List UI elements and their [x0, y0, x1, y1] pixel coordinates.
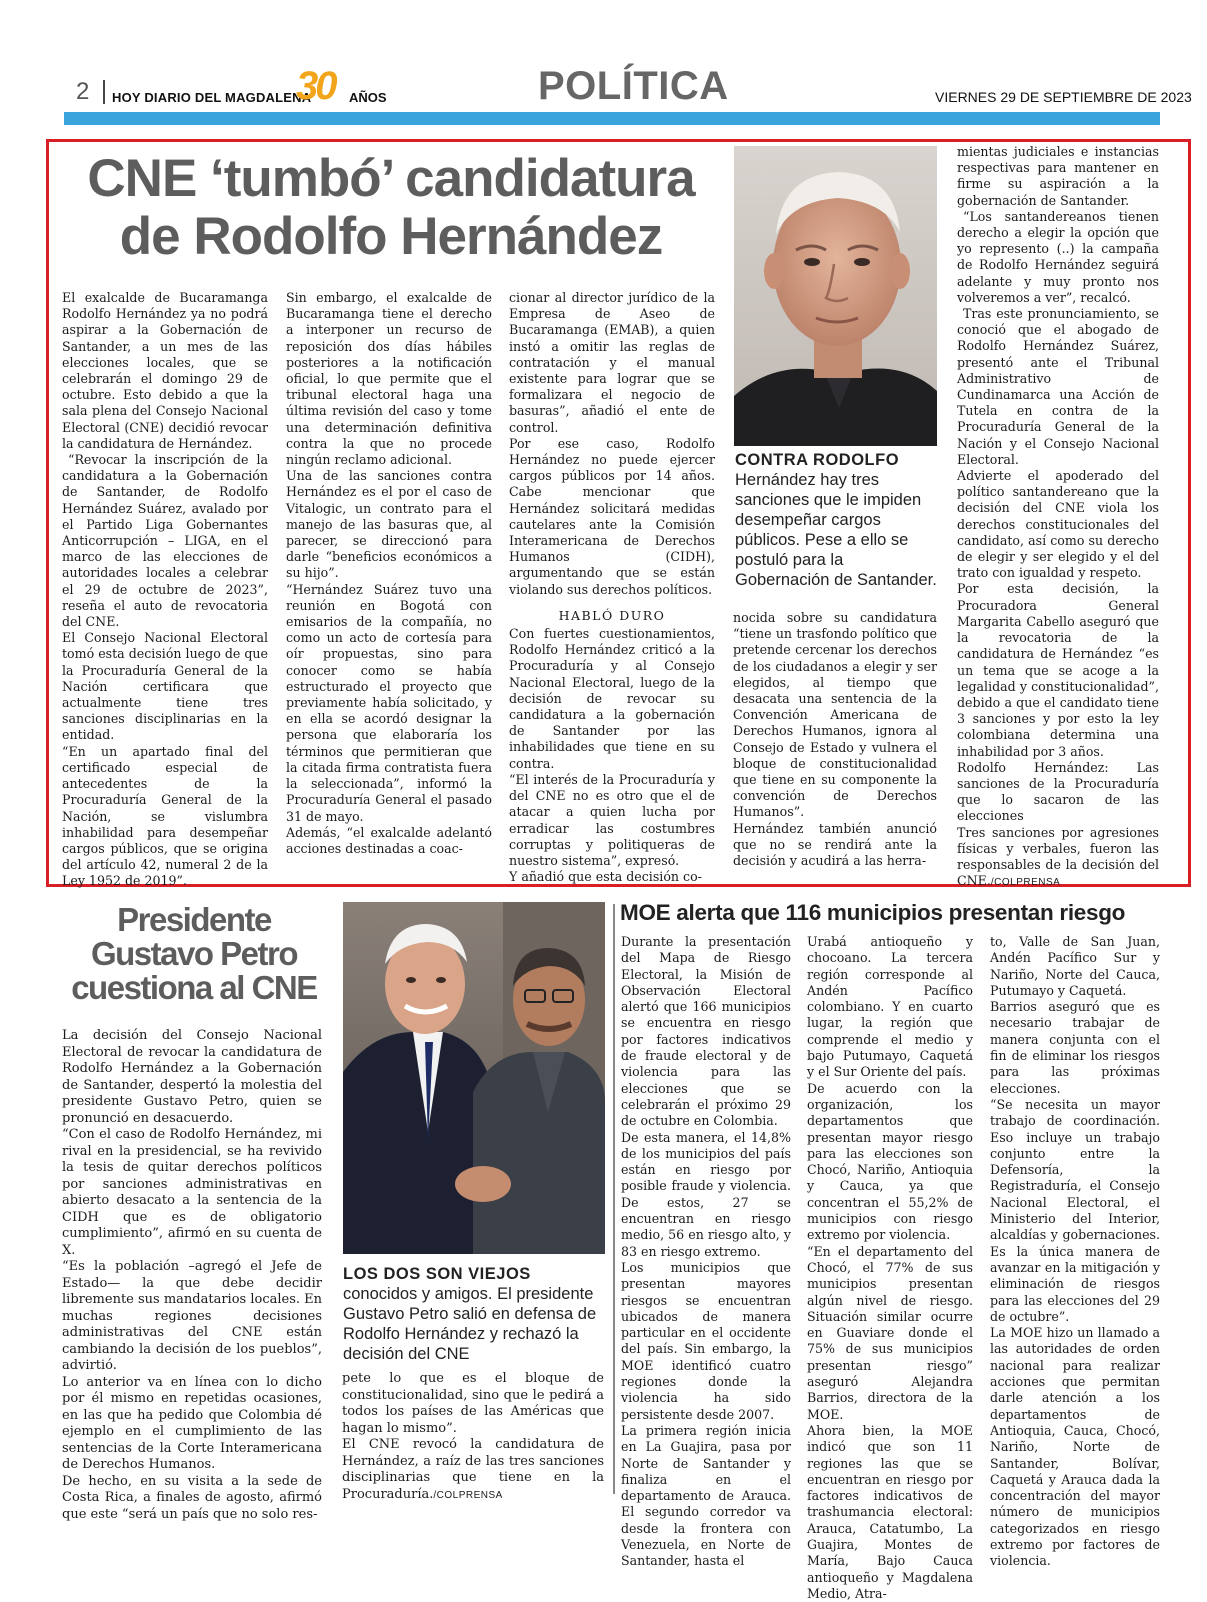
article1-column-3 [509, 290, 715, 885]
paragraph: Durante la presentación del Mapa de Riesgo Electoral, la Misión de Observación Electoral alertó que 166 municipios se encuentra en riesgo por factores indicativos de fraude electoral y de violencia para las elecciones que se celebrarán el próximo 29 de octubre en Colombia. [621, 934, 791, 1129]
paragraph: Con fuertes cuestionamientos, Rodolfo Hernández criticó a la Procuraduría y al Consejo Nacional Electoral, luego de la decisión de revocar su candidatura a la gobernación de Santander por las inhabilidades que tiene en su contra. [509, 626, 715, 771]
newspaper-name: HOY DIARIO DEL MAGDALENA [112, 90, 312, 105]
section-title: POLÍTICA [538, 64, 729, 108]
paragraph: Advierte el apoderado del político santandereano que la decisión del CNE viola los derechos constitucionales del candidato, así como su derecho de elegir y ser elegido y el del trato con igualdad y respeto. [957, 468, 1159, 581]
paragraph: El exalcalde de Bucaramanga Rodolfo Hernández ya no podrá aspirar a la Gobernación de Santander, a un mes de las elecciones locales, que se celebrarán el domingo 29 de octubre. Esto debido a que la sala plena del Consejo Nacional Electoral (CNE) decidió revocar la candidatura de Hernández. [62, 290, 268, 451]
paragraph: Ahora bien, la MOE indicó que son 11 regiones las que se encuentran en riesgo por factores indicativos de trashumancia electoral: Arauca, Catatumbo, La Guajira, Montes de María, Bajo Cauca antioqueño y Magdalena Medio, Atra- [807, 1422, 973, 1601]
paragraph: Y añadió que esta decisión co- [509, 869, 702, 885]
article3-column-3 [990, 934, 1160, 1570]
article2-credit: /COLPRENSA [433, 1489, 503, 1501]
article2-headline [60, 903, 328, 1005]
page-number: 2 [76, 78, 90, 105]
article2-headline-line2: Gustavo Petro [90, 935, 298, 972]
paragraph: Sin embargo, el exalcalde de Bucaramanga tiene el derecho a interponer un recurso de reposición dos días hábiles posteriores a la notificación oficial, lo que permite que el tribunal electoral haga una última revisión del caso y tome una determinación definitiva contra la que no procede ningún reclamo adicional. [286, 290, 492, 468]
paragraph: La decisión del Consejo Nacional Electoral de revocar la candidatura de Rodolfo Hernández a la Gobernación de Santander, despertó la molestia del presidente Gustavo Petro, quien se pronunció en desacuerdo. [62, 1028, 322, 1126]
article1-column-2 [286, 290, 492, 857]
paragraph: Por esta decisión, la Procuradora General Margarita Cabello aseguró que la revocatoria de la candidatura de Hernández “es un tema que se acoge a la legalidad y constitucionalidad”, debido a que el candidato tiene 3 sanciones y por esto la ley colombiana determina una inhabilidad por 3 años. [957, 581, 1159, 759]
column-divider [613, 904, 615, 1494]
paragraph [342, 1437, 604, 1504]
paragraph: “Es la población –agregó el Jefe de Estado— la que debe decidir libremente sus mandatarios locales. En muchas regiones decisiones administrativas del CNE están cambiando la decisión de los pueblos”, advirtió. [62, 1259, 322, 1373]
article2-headline-line3: cuestiona al CNE [71, 969, 317, 1006]
portrait-illustration [734, 146, 937, 446]
paragraph: “Se necesita un mayor trabajo de coordinación. Eso incluye un trabajo conjunto entre la Defensoría, la Registraduría, el Consejo Nacional Electoral, el Ministerio del Interior, alcaldías y gobernaciones. Es la única manera de avanzar en la mitigación y eliminación de riesgos para las elecciones del 29 de octubre”. [990, 1096, 1160, 1324]
article3-headline: MOE alerta que 116 municipios presentan riesgo [620, 900, 1126, 925]
subheading: HABLÓ DURO [558, 607, 666, 623]
header-rule [64, 112, 1160, 125]
paragraph: “En un apartado final del certificado especial de antecedentes de la Procuraduría General de la Nación, se vislumbra inhabilidad para desempeñar cargos públicos, que se origina del artículo 42, numeral 2 de la Ley 1952 de 2019”. [62, 743, 268, 889]
paragraph: “Revocar la inscripción de la candidatura a la Gobernación de Santander, de Rodolfo Hernández Suárez, avalado por el Partido Liga Gobernantes Anticorrupción – LIGA, en el marco de las elecciones de autoridades locales a celebrar el 29 de octubre de 2023”, reseña el auto de revocatoria del CNE. [62, 452, 268, 630]
article1-headline-line2: de Rodolfo Hernández [119, 207, 663, 266]
article2-column-1 [62, 1028, 322, 1523]
paragraph: “El interés de la Procuraduría y del CNE no es otro que el de atacar a quien lucha por erradicar las costumbres corruptas y politiqueras de nuestro sistema”, expresó. [509, 771, 715, 868]
paragraph: Tras este pronunciamiento, se conoció que el abogado de Rodolfo Hernández Suárez, presentó ante el Tribunal Administrativo de Cundinamarca una Acción de Tutela en contra de la Procuraduría General de la Nación y el Consejo Nacional Electoral. [957, 306, 1159, 467]
paragraph: La primera región inicia en La Guajira, pasa por Norte de Santander y finaliza en el departamento de Arauca. El segundo corredor va desde la frontera con Venezuela, en Norte de Santander, hasta el [621, 1422, 791, 1569]
caption-lead: LOS DOS SON VIEJOS [343, 1265, 531, 1283]
caption-text: conocidos y amigos. El presidente Gustavo Petro salió en defensa de Rodolfo Hernández y rechazó la decisión del CNE [343, 1285, 597, 1363]
paragraph: Lo anterior va en línea con lo dicho por él mismo en repetidas ocasiones, en las que ha pedido que Colombia dé ejemplo en el cumplimiento de las sentencias de la Corte Interamericana de Derechos Humanos. [62, 1374, 322, 1472]
issue-date: VIERNES 29 DE SEPTIEMBRE DE 2023 [935, 89, 1192, 105]
paragraph-text: Tres sanciones por agresiones físicas y verbales, fueron las responsables de la decisión del CNE. [957, 824, 1159, 889]
article1-headline-line1: CNE ‘tumbó’ candidatura [87, 149, 695, 208]
article1-credit: /COLPRENSA [990, 877, 1061, 889]
anniversary-word: AÑOS [349, 90, 387, 105]
rodolfo-photo-caption [735, 450, 937, 590]
paragraph: to, Valle de San Juan, Andén Pacífico Sur y Nariño, Norte del Cauca, Putumayo y Caquetá. [990, 934, 1160, 998]
paragraph: Urabá antioqueño y chocoano. La tercera región corresponde al Andén Pacífico colombiano. Y en cuarto lugar, la región que comprende el medio y bajo Putumayo, Caquetá y el Sur Oriente del país. [807, 934, 973, 1080]
article2-column-2 [342, 1371, 604, 1504]
paragraph: Barrios aseguró que es necesario trabajar de manera conjunta con el fin de eliminar los riesgos para las próximas elecciones. [990, 999, 1160, 1096]
paragraph: “Con el caso de Rodolfo Hernández, mi rival en la presidencial, se ha revivido la tesis de quitar derechos políticos por sanciones administrativas en abierto desacato a la sentencia de la CIDH que es de obligatorio cumplimiento”, afirmó en su cuenta de X. [62, 1127, 322, 1258]
hernandez-petro-photo [343, 902, 605, 1254]
paragraph: “En el departamento del Chocó, el 77% de sus municipios presentan algún nivel de riesgo. Situación similar ocurre en Guaviare donde el 75% de sus municipios presentan riesgo” aseguró Alejandra Barrios, directora de la MOE. [807, 1243, 973, 1422]
paragraph: Una de las sanciones contra Hernández es el por el caso de Vitalogic, un contrato para el manejo de las basuras que, al parecer, se direccionó para darle “beneficios económicos a su hijo”. [286, 468, 492, 581]
paragraph: pete lo que es el bloque de constitucionalidad, sino que le pedirá a todos los países de las Américas que hagan lo mismo”. [342, 1371, 604, 1436]
paragraph: De hecho, en su visita a la sede de Costa Rica, a finales de agosto, afirmó que este “será un país que no solo res- [62, 1473, 322, 1522]
paragraph: De esta manera, el 14,8% de los municipios del país están en riesgo por posible fraude y violencia. De estos, 27 se encuentran en riesgo medio, 56 en riesgo alto, y 83 en riesgo extremo. [621, 1129, 791, 1259]
paragraph: Además, “el exalcalde adelantó acciones destinadas a coac- [286, 824, 492, 856]
article1-column-4 [733, 610, 937, 869]
handshake-photo-caption [343, 1264, 605, 1364]
paragraph: Los municipios que presentan mayores riesgos se encuentran ubicados de manera particular en el occidente del país. Sin embargo, la MOE identificó cuatro regiones donde la violencia ha sido persistente desde 2007. [621, 1259, 791, 1422]
caption-text: Hernández hay tres sanciones que le impiden desempeñar cargos públicos. Pese a ello se postuló para la Gobernación de Santander. [735, 471, 937, 589]
paragraph: “Hernández Suárez tuvo una reunión en Bogotá con emisarios de la compañía, no como un acto de cortesía para oír propuestas, sino para conocer como se había estructurado el proyecto que previamente había solicitado, y en ella se acordó designar la persona que elaboraría los términos que permitieran que la citada firma contratista fuera la seleccionada”, informó la Procuraduría General el pasado 31 de mayo. [286, 581, 492, 824]
paragraph: mientas judiciales e instancias respectivas para mantener en firme su aspiración a la gobernación de Santander. [957, 144, 1159, 208]
paragraph [957, 825, 1159, 892]
paragraph-text: El CNE revocó la candidatura de Hernández, a raíz de las tres sanciones disciplinarias que tiene en la Procuraduría. [342, 1437, 604, 1502]
paragraph: nocida sobre su candidatura “tiene un trasfondo político que pretende cercenar los derechos de los ciudadanos a elegir y ser elegidos, al tiempo que desacata una sentencia de la Convención Americana de Derechos Humanos, ignora al Consejo de Estado y vulnera el bloque de constitucionalidad que tiene en su componente la convención de Derechos Humanos”. [733, 610, 937, 820]
paragraph: Rodolfo Hernández: Las sanciones de la Procuraduría que lo sacaron de las elecciones [957, 759, 1159, 824]
rodolfo-portrait-photo [734, 146, 937, 446]
article3-column-2 [807, 934, 973, 1602]
caption-lead: CONTRA RODOLFO [735, 451, 900, 469]
article1-headline [56, 150, 726, 266]
header-divider [103, 80, 105, 104]
paragraph: El Consejo Nacional Electoral tomó esta decisión luego de que la Procuraduría General de la Nación certificara que actualmente tiene tres sanciones disciplinarias en la entidad. [62, 630, 268, 743]
paragraph: Hernández también anunció que no se rendirá ante la decisión y acudirá a las herra- [733, 820, 937, 869]
paragraph: De acuerdo con la organización, los departamentos que presentan mayor riesgo para las elecciones son Chocó, Nariño, Antioquia y Cauca, ya que concentran el 55,2% de municipios con riesgo extremo por violencia. [807, 1080, 973, 1243]
paragraph: “Los santandereanos tienen derecho a elegir la opción que yo represento (..) la campaña de Rodolfo Hernández seguirá adelante y muy pronto nos volveremos a ver”, recalcó. [957, 208, 1159, 305]
article2-headline-line1: Presidente [117, 901, 271, 938]
article3-column-1 [621, 934, 791, 1570]
paragraph: cionar al director jurídico de la Empresa de Aseo de Bucaramanga (EMAB), a quien instó a omitir las reglas de contratación y el manual existente para lograr que se formalizara el negocio de basuras”, añadió el ente de control. [509, 290, 715, 435]
handshake-illustration [343, 902, 605, 1254]
anniversary-logo: 30 [296, 64, 335, 108]
article1-column-5 [957, 144, 1159, 891]
paragraph: Por ese caso, Rodolfo Hernández no puede ejercer cargos públicos por 14 años. Cabe mencionar que Hernández solicitará medidas cautelares ante la Comisión Interamericana de Derechos Humanos (CIDH), argumentando que se están violando sus derechos políticos. [509, 435, 715, 597]
article1-column-1 [62, 290, 268, 890]
paragraph: La MOE hizo un llamado a las autoridades de orden nacional para realizar acciones que permitan darle atención a los departamentos de Antioquia, Cauca, Chocó, Nariño, Norte de Santander, Bolívar, Caquetá y Arauca dada la concentración del mayor número de municipios categorizados en riesgo extremo por factores de violencia. [990, 1325, 1160, 1569]
